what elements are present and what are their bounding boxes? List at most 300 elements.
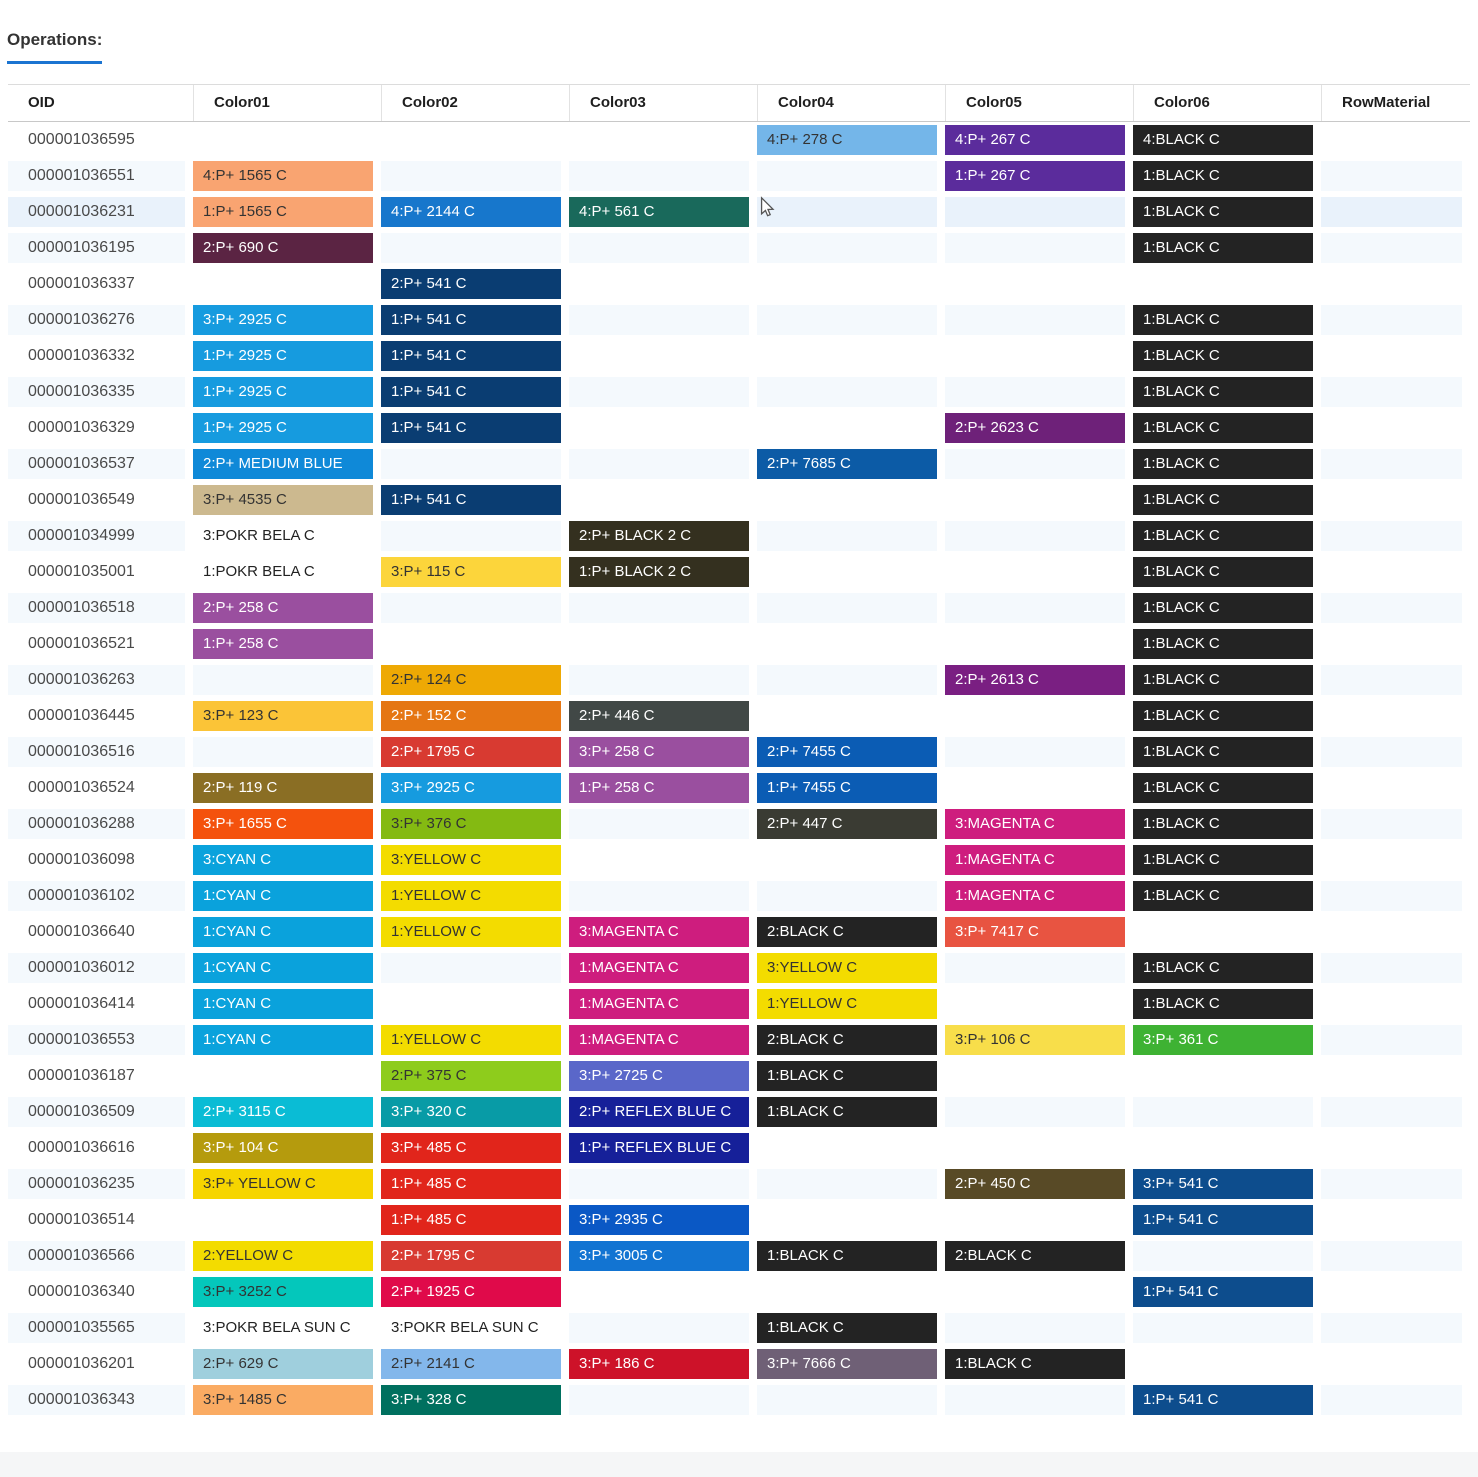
empty-cell: [381, 521, 561, 551]
empty-cell: [945, 1277, 1125, 1307]
empty-cell: [945, 737, 1125, 767]
empty-cell: [1321, 737, 1462, 767]
empty-cell: [1321, 593, 1462, 623]
empty-cell: [1321, 1025, 1462, 1055]
column-header-color06: Color06: [1133, 85, 1321, 121]
empty-cell: [757, 701, 937, 731]
color-chip: 1:P+ 258 C: [193, 629, 373, 659]
color-chip: 1:MAGENTA C: [945, 845, 1125, 875]
table-row[interactable]: [8, 230, 1470, 266]
color-chip: 2:P+ 690 C: [193, 233, 373, 263]
empty-cell: [945, 629, 1125, 659]
empty-cell: [569, 1169, 749, 1199]
oid-cell: 000001036329: [8, 413, 185, 443]
color-chip: 2:P+ 3115 C: [193, 1097, 373, 1127]
color-chip: 1:BLACK C: [1133, 377, 1313, 407]
empty-cell: [945, 449, 1125, 479]
color-chip: 2:P+ 541 C: [381, 269, 561, 299]
empty-cell: [757, 233, 937, 263]
color-chip: 4:BLACK C: [1133, 125, 1313, 155]
table-row[interactable]: [8, 878, 1470, 914]
table-row[interactable]: [8, 194, 1470, 230]
color-chip: 1:P+ 267 C: [945, 161, 1125, 191]
grid-body: [8, 122, 1470, 1418]
empty-cell: [569, 377, 749, 407]
empty-cell: [569, 161, 749, 191]
color-chip: 3:P+ 2925 C: [381, 773, 561, 803]
empty-cell: [1321, 629, 1462, 659]
oid-cell: 000001036640: [8, 917, 185, 947]
empty-cell: [757, 629, 937, 659]
empty-cell: [1321, 1241, 1462, 1271]
oid-cell: 000001036553: [8, 1025, 185, 1055]
empty-cell: [757, 377, 937, 407]
color-chip: 2:P+ 446 C: [569, 701, 749, 731]
color-chip: 3:CYAN C: [193, 845, 373, 875]
operations-grid: [8, 84, 1470, 1418]
table-row[interactable]: [8, 158, 1470, 194]
empty-cell: [1321, 125, 1462, 155]
color-chip: 3:MAGENTA C: [945, 809, 1125, 839]
empty-cell: [1321, 1277, 1462, 1307]
empty-cell: [1321, 1133, 1462, 1163]
empty-cell: [945, 377, 1125, 407]
table-row[interactable]: [8, 338, 1470, 374]
table-row[interactable]: [8, 842, 1470, 878]
empty-cell: [569, 269, 749, 299]
oid-cell: 000001036518: [8, 593, 185, 623]
table-row[interactable]: [8, 1166, 1470, 1202]
table-row[interactable]: [8, 662, 1470, 698]
empty-cell: [757, 665, 937, 695]
oid-cell: 000001036340: [8, 1277, 185, 1307]
oid-cell: 000001036551: [8, 161, 185, 191]
empty-cell: [569, 341, 749, 371]
empty-cell: [945, 773, 1125, 803]
empty-cell: [1133, 1349, 1313, 1379]
empty-cell: [1321, 161, 1462, 191]
table-row[interactable]: [8, 1274, 1470, 1310]
empty-cell: [569, 1313, 749, 1343]
color-chip: 3:P+ 186 C: [569, 1349, 749, 1379]
empty-cell: [1133, 917, 1313, 947]
empty-cell: [757, 1169, 937, 1199]
color-chip: 3:P+ 2925 C: [193, 305, 373, 335]
oid-cell: 000001036595: [8, 125, 185, 155]
color-chip: 1:BLACK C: [1133, 413, 1313, 443]
color-chip: 1:BLACK C: [1133, 881, 1313, 911]
empty-cell: [569, 233, 749, 263]
table-row[interactable]: [8, 986, 1470, 1022]
empty-cell: [1133, 269, 1313, 299]
color-chip: 3:P+ 115 C: [381, 557, 561, 587]
table-row[interactable]: [8, 1130, 1470, 1166]
oid-cell: 000001036263: [8, 665, 185, 695]
color-chip: 3:YELLOW C: [381, 845, 561, 875]
color-chip: 1:P+ 2925 C: [193, 377, 373, 407]
color-chip: 3:P+ 7666 C: [757, 1349, 937, 1379]
table-row[interactable]: [8, 1238, 1470, 1274]
empty-cell: [1321, 521, 1462, 551]
grid-header-row: [8, 84, 1470, 122]
empty-cell: [1321, 1169, 1462, 1199]
color-chip: 3:P+ 361 C: [1133, 1025, 1313, 1055]
empty-cell: [757, 197, 937, 227]
empty-cell: [569, 305, 749, 335]
color-chip: 1:BLACK C: [757, 1313, 937, 1343]
empty-cell: [1321, 485, 1462, 515]
empty-cell: [193, 665, 373, 695]
oid-cell: 000001036516: [8, 737, 185, 767]
color-chip: 3:P+ 258 C: [569, 737, 749, 767]
color-chip: 1:BLACK C: [1133, 233, 1313, 263]
empty-cell: [757, 557, 937, 587]
column-header-color05: Color05: [945, 85, 1133, 121]
color-chip: 2:P+ 2141 C: [381, 1349, 561, 1379]
empty-cell: [1133, 1061, 1313, 1091]
color-chip: 2:P+ 7685 C: [757, 449, 937, 479]
empty-cell: [757, 881, 937, 911]
empty-cell: [945, 197, 1125, 227]
color-chip: 3:P+ 485 C: [381, 1133, 561, 1163]
empty-cell: [1321, 989, 1462, 1019]
color-chip: 1:P+ 541 C: [381, 341, 561, 371]
color-chip: 3:P+ 106 C: [945, 1025, 1125, 1055]
empty-cell: [569, 125, 749, 155]
operations-tab-label: Operations:: [7, 30, 102, 64]
color-chip: 3:P+ 2935 C: [569, 1205, 749, 1235]
color-chip: 1:CYAN C: [193, 881, 373, 911]
empty-cell: [945, 1313, 1125, 1343]
color-chip: 1:P+ BLACK 2 C: [569, 557, 749, 587]
empty-cell: [1133, 1313, 1313, 1343]
color-chip: 1:BLACK C: [1133, 665, 1313, 695]
color-chip: 1:P+ 541 C: [1133, 1277, 1313, 1307]
empty-cell: [757, 1205, 937, 1235]
empty-cell: [757, 413, 937, 443]
table-row[interactable]: [8, 1346, 1470, 1382]
color-chip: 1:BLACK C: [1133, 953, 1313, 983]
color-chip: 3:P+ YELLOW C: [193, 1169, 373, 1199]
oid-cell: 000001036521: [8, 629, 185, 659]
empty-cell: [757, 845, 937, 875]
empty-cell: [1321, 665, 1462, 695]
oid-cell: 000001036012: [8, 953, 185, 983]
color-chip: 3:P+ 104 C: [193, 1133, 373, 1163]
oid-cell: 000001036524: [8, 773, 185, 803]
table-row[interactable]: [8, 1310, 1470, 1346]
color-chip: 4:P+ 278 C: [757, 125, 937, 155]
empty-cell: [1133, 1241, 1313, 1271]
empty-cell: [1321, 305, 1462, 335]
empty-cell: [569, 485, 749, 515]
color-chip: 3:P+ 4535 C: [193, 485, 373, 515]
oid-cell: 000001036288: [8, 809, 185, 839]
empty-cell: [1321, 197, 1462, 227]
color-chip: 1:BLACK C: [1133, 773, 1313, 803]
color-chip: 1:P+ 541 C: [381, 377, 561, 407]
color-chip: 3:POKR BELA SUN C: [381, 1313, 561, 1343]
empty-cell: [1321, 701, 1462, 731]
color-chip: 1:P+ 1565 C: [193, 197, 373, 227]
empty-cell: [945, 1097, 1125, 1127]
color-chip: 2:P+ 1925 C: [381, 1277, 561, 1307]
oid-cell: 000001034999: [8, 521, 185, 551]
color-chip: 2:P+ 375 C: [381, 1061, 561, 1091]
table-row[interactable]: [8, 590, 1470, 626]
empty-cell: [569, 413, 749, 443]
table-row[interactable]: [8, 302, 1470, 338]
empty-cell: [193, 125, 373, 155]
color-chip: 2:P+ 629 C: [193, 1349, 373, 1379]
color-chip: 3:P+ 123 C: [193, 701, 373, 731]
empty-cell: [945, 953, 1125, 983]
table-row[interactable]: [8, 1382, 1470, 1418]
empty-cell: [945, 1205, 1125, 1235]
oid-cell: 000001036231: [8, 197, 185, 227]
oid-cell: 000001036276: [8, 305, 185, 335]
table-row[interactable]: [8, 482, 1470, 518]
color-chip: 1:BLACK C: [757, 1097, 937, 1127]
color-chip: 1:P+ 541 C: [381, 485, 561, 515]
color-chip: 2:P+ BLACK 2 C: [569, 521, 749, 551]
table-row[interactable]: [8, 914, 1470, 950]
empty-cell: [757, 305, 937, 335]
empty-cell: [757, 1133, 937, 1163]
empty-cell: [569, 665, 749, 695]
empty-cell: [1321, 377, 1462, 407]
empty-cell: [569, 1277, 749, 1307]
color-chip: 1:BLACK C: [1133, 809, 1313, 839]
oid-cell: 000001035565: [8, 1313, 185, 1343]
color-chip: 1:CYAN C: [193, 917, 373, 947]
oid-cell: 000001036195: [8, 233, 185, 263]
table-row[interactable]: [8, 698, 1470, 734]
color-chip: 2:P+ 1795 C: [381, 1241, 561, 1271]
column-header-color03: Color03: [569, 85, 757, 121]
empty-cell: [945, 521, 1125, 551]
color-chip: 1:P+ 485 C: [381, 1205, 561, 1235]
oid-cell: 000001036102: [8, 881, 185, 911]
color-chip: 2:P+ 7455 C: [757, 737, 937, 767]
color-chip: 1:P+ 7455 C: [757, 773, 937, 803]
color-chip: 3:P+ 3252 C: [193, 1277, 373, 1307]
empty-cell: [569, 629, 749, 659]
empty-cell: [945, 269, 1125, 299]
color-chip: 1:MAGENTA C: [569, 989, 749, 1019]
color-chip: 1:BLACK C: [1133, 197, 1313, 227]
empty-cell: [381, 989, 561, 1019]
table-row[interactable]: [8, 518, 1470, 554]
oid-cell: 000001036537: [8, 449, 185, 479]
empty-cell: [1321, 1097, 1462, 1127]
color-chip: 1:BLACK C: [1133, 737, 1313, 767]
oid-cell: 000001036549: [8, 485, 185, 515]
empty-cell: [1321, 1385, 1462, 1415]
oid-cell: 000001035001: [8, 557, 185, 587]
color-chip: 2:P+ 119 C: [193, 773, 373, 803]
empty-cell: [1321, 341, 1462, 371]
color-chip: 1:BLACK C: [1133, 305, 1313, 335]
empty-cell: [381, 233, 561, 263]
color-chip: 1:P+ 541 C: [381, 413, 561, 443]
empty-cell: [1321, 233, 1462, 263]
color-chip: 2:P+ 2623 C: [945, 413, 1125, 443]
empty-cell: [945, 485, 1125, 515]
table-row[interactable]: [8, 1094, 1470, 1130]
color-chip: 1:YELLOW C: [381, 881, 561, 911]
empty-cell: [569, 449, 749, 479]
empty-cell: [757, 1385, 937, 1415]
empty-cell: [193, 269, 373, 299]
empty-cell: [945, 1133, 1125, 1163]
table-row[interactable]: [8, 770, 1470, 806]
color-chip: 1:CYAN C: [193, 1025, 373, 1055]
color-chip: 4:P+ 1565 C: [193, 161, 373, 191]
empty-cell: [193, 1205, 373, 1235]
oid-cell: 000001036235: [8, 1169, 185, 1199]
column-header-rowmaterial: RowMaterial: [1321, 85, 1470, 121]
table-row[interactable]: [8, 266, 1470, 302]
empty-cell: [569, 1385, 749, 1415]
empty-cell: [945, 701, 1125, 731]
color-chip: 1:POKR BELA C: [193, 557, 373, 587]
color-chip: 1:BLACK C: [1133, 701, 1313, 731]
empty-cell: [381, 593, 561, 623]
color-chip: 1:P+ 541 C: [381, 305, 561, 335]
table-row[interactable]: [8, 734, 1470, 770]
color-chip: 1:MAGENTA C: [569, 1025, 749, 1055]
color-chip: 4:P+ 2144 C: [381, 197, 561, 227]
empty-cell: [1321, 1205, 1462, 1235]
empty-cell: [1321, 1313, 1462, 1343]
table-row[interactable]: [8, 1058, 1470, 1094]
empty-cell: [1321, 449, 1462, 479]
oid-cell: 000001036343: [8, 1385, 185, 1415]
color-chip: 1:BLACK C: [1133, 989, 1313, 1019]
color-chip: 3:P+ 3005 C: [569, 1241, 749, 1271]
table-row[interactable]: [8, 1022, 1470, 1058]
empty-cell: [945, 305, 1125, 335]
empty-cell: [381, 953, 561, 983]
empty-cell: [569, 809, 749, 839]
table-row[interactable]: [8, 626, 1470, 662]
empty-cell: [569, 593, 749, 623]
empty-cell: [1321, 917, 1462, 947]
empty-cell: [569, 881, 749, 911]
color-chip: 1:CYAN C: [193, 989, 373, 1019]
empty-cell: [381, 161, 561, 191]
oid-cell: 000001036514: [8, 1205, 185, 1235]
table-row[interactable]: [8, 1202, 1470, 1238]
oid-cell: 000001036414: [8, 989, 185, 1019]
color-chip: 1:BLACK C: [1133, 341, 1313, 371]
table-row[interactable]: [8, 950, 1470, 986]
empty-cell: [1321, 557, 1462, 587]
oid-cell: 000001036187: [8, 1061, 185, 1091]
empty-cell: [757, 521, 937, 551]
column-header-color01: Color01: [193, 85, 381, 121]
color-chip: 2:P+ 447 C: [757, 809, 937, 839]
color-chip: 1:P+ REFLEX BLUE C: [569, 1133, 749, 1163]
color-chip: 2:P+ 152 C: [381, 701, 561, 731]
empty-cell: [381, 449, 561, 479]
empty-cell: [193, 1061, 373, 1091]
empty-cell: [381, 125, 561, 155]
table-row[interactable]: [8, 410, 1470, 446]
color-chip: 2:P+ 124 C: [381, 665, 561, 695]
color-chip: 1:P+ 485 C: [381, 1169, 561, 1199]
empty-cell: [1321, 881, 1462, 911]
color-chip: 3:P+ 1485 C: [193, 1385, 373, 1415]
color-chip: 2:BLACK C: [945, 1241, 1125, 1271]
color-chip: 1:P+ 2925 C: [193, 413, 373, 443]
color-chip: 2:BLACK C: [757, 917, 937, 947]
color-chip: 2:P+ REFLEX BLUE C: [569, 1097, 749, 1127]
empty-cell: [945, 1061, 1125, 1091]
oid-cell: 000001036337: [8, 269, 185, 299]
table-row[interactable]: [8, 374, 1470, 410]
color-chip: 3:P+ 320 C: [381, 1097, 561, 1127]
empty-cell: [757, 161, 937, 191]
oid-cell: 000001036201: [8, 1349, 185, 1379]
color-chip: 2:P+ 450 C: [945, 1169, 1125, 1199]
color-chip: 3:YELLOW C: [757, 953, 937, 983]
color-chip: 3:P+ 376 C: [381, 809, 561, 839]
empty-cell: [381, 629, 561, 659]
empty-cell: [945, 593, 1125, 623]
color-chip: 2:P+ 1795 C: [381, 737, 561, 767]
oid-cell: 000001036616: [8, 1133, 185, 1163]
color-chip: 1:YELLOW C: [381, 1025, 561, 1055]
color-chip: 3:P+ 328 C: [381, 1385, 561, 1415]
oid-cell: 000001036098: [8, 845, 185, 875]
empty-cell: [193, 737, 373, 767]
empty-cell: [757, 269, 937, 299]
color-chip: 1:BLACK C: [757, 1241, 937, 1271]
color-chip: 1:P+ 541 C: [1133, 1385, 1313, 1415]
color-chip: 1:BLACK C: [1133, 593, 1313, 623]
table-row[interactable]: [8, 446, 1470, 482]
color-chip: 2:P+ 258 C: [193, 593, 373, 623]
color-chip: 3:P+ 541 C: [1133, 1169, 1313, 1199]
column-header-color02: Color02: [381, 85, 569, 121]
empty-cell: [757, 593, 937, 623]
color-chip: 1:P+ 2925 C: [193, 341, 373, 371]
oid-cell: 000001036509: [8, 1097, 185, 1127]
empty-cell: [757, 1277, 937, 1307]
color-chip: 1:CYAN C: [193, 953, 373, 983]
table-row[interactable]: [8, 806, 1470, 842]
empty-cell: [1321, 773, 1462, 803]
table-row[interactable]: [8, 122, 1470, 158]
empty-cell: [1133, 1133, 1313, 1163]
color-chip: 1:BLACK C: [1133, 845, 1313, 875]
color-chip: 3:P+ 1655 C: [193, 809, 373, 839]
footer-band: [0, 1452, 1478, 1477]
color-chip: 2:YELLOW C: [193, 1241, 373, 1271]
empty-cell: [1321, 953, 1462, 983]
empty-cell: [1321, 1349, 1462, 1379]
empty-cell: [1321, 269, 1462, 299]
color-chip: 3:P+ 2725 C: [569, 1061, 749, 1091]
empty-cell: [945, 557, 1125, 587]
table-row[interactable]: [8, 554, 1470, 590]
operations-tab[interactable]: [7, 30, 102, 64]
empty-cell: [945, 989, 1125, 1019]
color-chip: 1:P+ 258 C: [569, 773, 749, 803]
empty-cell: [1321, 1061, 1462, 1091]
